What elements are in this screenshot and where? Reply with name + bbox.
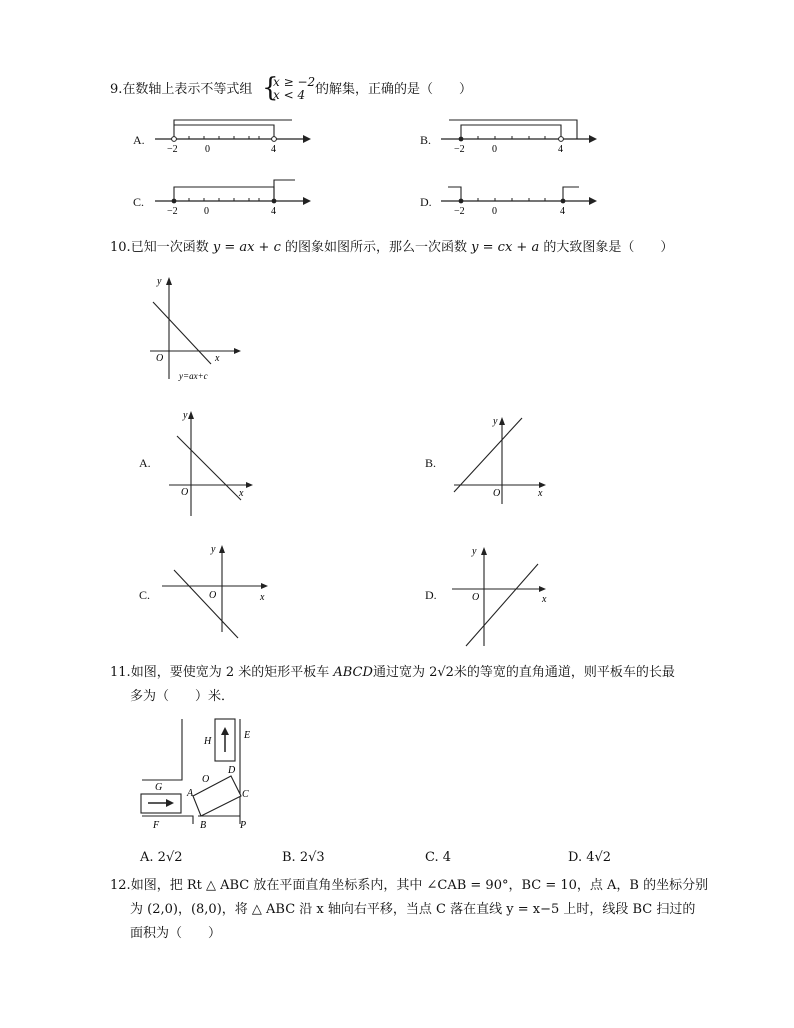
q11-stem-line2: 多为（ ）米．: [130, 689, 235, 704]
q10-text-1: 已知一次函数: [130, 240, 209, 255]
q10-number: 10.: [110, 240, 131, 255]
q9-option-a-label[interactable]: A.: [133, 133, 145, 147]
q10-stem: [110, 239, 673, 257]
q9-brace: {: [262, 73, 279, 103]
svg-text:y: y: [211, 544, 216, 555]
q9-sys-line2: x < 4: [273, 88, 306, 102]
q12-stem-line2: 为 (2,0)，(8,0)，将 △ ABC 沿 x 轴向右平移，当点 C 落在直线 y = x−5 上时，线段 BC 扫过的: [130, 902, 696, 917]
endpoint-left: [172, 137, 177, 142]
q9-stem-b: 的解集，正确的是（ ）: [316, 82, 473, 97]
q11-option-d[interactable]: D. 4√2: [568, 850, 612, 865]
q10-option-b-label[interactable]: B.: [425, 456, 437, 470]
tick-neg2: −2: [454, 206, 465, 217]
q10-option-a-label[interactable]: A.: [139, 456, 151, 470]
tick-neg2: −2: [454, 144, 465, 155]
svg-text:y: y: [493, 416, 498, 427]
svg-text:y: y: [183, 410, 188, 421]
q10-text-2: 的图象如图所示，那么一次函数: [285, 240, 468, 255]
q10-given-graph: [145, 272, 255, 387]
tick-neg2: −2: [167, 206, 178, 217]
svg-text:O: O: [493, 488, 501, 499]
svg-text:O: O: [156, 353, 164, 364]
svg-text:E: E: [244, 730, 251, 741]
q9-stem-a: 在数轴上表示不等式组: [122, 82, 253, 97]
svg-text:O: O: [209, 590, 217, 601]
tick-neg2: −2: [167, 144, 178, 155]
q12-stem-line1: 12.如图，把 Rt △ ABC 放在平面直角坐标系内，其中 ∠CAB = 90°，BC = 10，点 A，B 的坐标分别: [110, 878, 709, 893]
tick-0: 0: [204, 206, 209, 217]
q9-option-b-label[interactable]: B.: [420, 133, 432, 147]
q11-option-a[interactable]: A. 2√2: [140, 850, 183, 865]
svg-text:x: x: [260, 592, 265, 603]
svg-text:H: H: [204, 736, 212, 747]
tick-4: 4: [558, 144, 563, 155]
q10-option-c-label[interactable]: C.: [139, 588, 151, 602]
endpoint-right: [272, 137, 277, 142]
q10-option-d-label[interactable]: D.: [425, 588, 437, 602]
svg-text:y: y: [472, 546, 477, 557]
tick-4: 4: [271, 144, 276, 155]
q9-option-c-numberline: [155, 177, 315, 217]
svg-text:G: G: [155, 782, 163, 793]
svg-text:A: A: [187, 788, 194, 799]
q10-text-3: 的大致图象是（ ）: [543, 240, 674, 255]
q10-formula-2: y = cx + a: [471, 240, 540, 255]
q10-option-a-graph[interactable]: [165, 406, 265, 518]
q9-stem: [110, 81, 252, 99]
q9-option-d-numberline: [441, 177, 601, 217]
q10-option-d-graph[interactable]: [450, 542, 560, 648]
svg-text:x: x: [239, 488, 244, 499]
q11-option-c[interactable]: C. 4: [425, 850, 452, 865]
q9-option-c-label[interactable]: C.: [133, 195, 145, 209]
q9-option-a-numberline: [155, 115, 315, 155]
svg-text:x: x: [538, 488, 543, 499]
svg-text:F: F: [153, 820, 160, 831]
svg-text:P: P: [240, 820, 247, 831]
svg-text:O: O: [202, 774, 210, 785]
q11-stem-line1: 11.如图，要使宽为 2 米的矩形平板车 ABCD通过宽为 2√2米的等宽的直角通道，则平板车的长最: [110, 665, 675, 680]
graph-caption: y=ax+c: [179, 371, 208, 381]
q10-option-c-graph[interactable]: [162, 540, 272, 640]
q10-formula-1: y = ax + c: [212, 240, 281, 255]
axis-arrow: [303, 135, 311, 143]
q9-number: 9.: [110, 82, 123, 97]
svg-text:x: x: [542, 594, 547, 605]
q12-stem-line3: 面积为（ ）: [130, 926, 222, 941]
q9-sys-line1: x ≥ −2,: [273, 75, 319, 89]
svg-text:O: O: [181, 487, 189, 498]
svg-text:O: O: [472, 592, 480, 603]
svg-text:B: B: [200, 820, 207, 831]
tick-0: 0: [205, 144, 210, 155]
plank-abcd: [193, 776, 241, 816]
q11-figure: [138, 716, 268, 834]
tick-0: 0: [492, 144, 497, 155]
tick-4: 4: [560, 206, 565, 217]
svg-text:y: y: [157, 276, 162, 287]
q11-option-b[interactable]: B. 2√3: [282, 850, 325, 865]
svg-text:C: C: [242, 789, 249, 800]
q9-option-d-label[interactable]: D.: [420, 195, 432, 209]
tick-0: 0: [492, 206, 497, 217]
svg-text:D: D: [228, 765, 236, 776]
svg-text:x: x: [215, 353, 220, 364]
q9-option-b-numberline: [441, 115, 601, 155]
tick-4: 4: [271, 206, 276, 217]
q10-option-b-graph[interactable]: [450, 412, 560, 522]
